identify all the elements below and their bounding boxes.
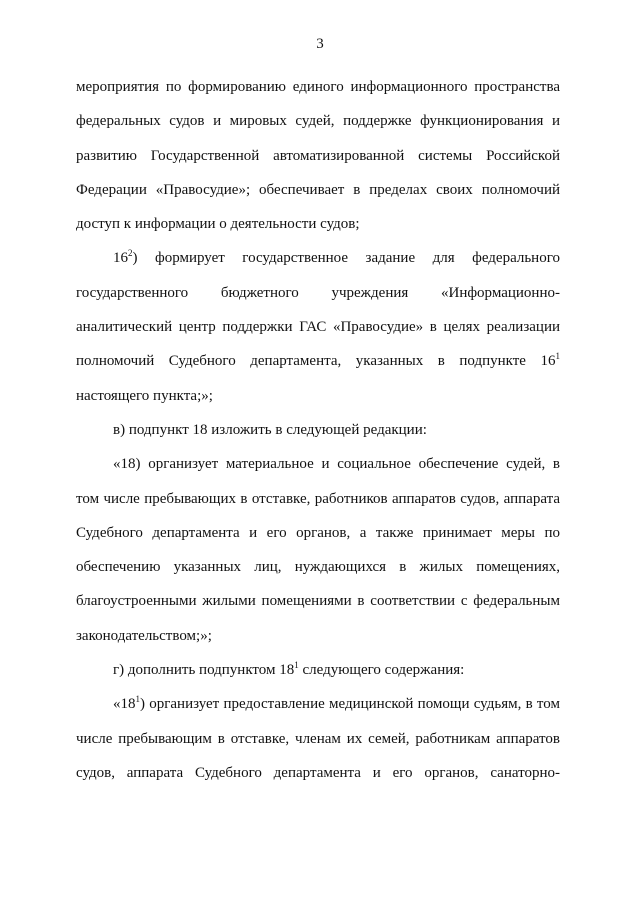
text-segment: ) организует предоставление медицинской помощи судьям, в том [140,696,560,713]
text-segment: государственного бюджетного учреждения «Информационно- [76,284,560,301]
text-line [76,516,560,550]
text-segment: благоустроенными жилыми помещениями в соответствии с федеральным [76,593,560,610]
text-segment: Федерации «Правосудие»; обеспечивает в пределах своих полномочий [76,181,560,198]
text-line [76,104,560,138]
text-line [76,207,560,241]
text-line [76,687,560,721]
document-body [76,70,560,790]
text-segment: следующего содержания: [298,662,465,679]
superscript: 1 [555,351,560,362]
text-line [76,241,560,275]
text-line [76,413,560,447]
text-line [76,653,560,687]
superscript: 2 [128,248,133,259]
text-line [76,276,560,310]
text-segment: мероприятия по формированию единого информационного пространства [76,79,560,95]
text-line [76,173,560,207]
text-line [76,482,560,516]
text-line [76,619,560,653]
text-segment: в) подпункт 18 изложить в следующей редакции: [113,421,427,438]
text-line [76,722,560,756]
text-segment: настоящего пункта;»; [76,387,213,404]
text-line [76,310,560,344]
text-line [76,584,560,618]
text-segment: доступ к информации о деятельности судов; [76,216,360,233]
superscript: 1 [294,660,299,671]
text-line [76,447,560,481]
text-segment: Судебного департамента и его органов, а также принимает меры по [76,524,560,541]
text-line [76,70,560,104]
text-segment: судов, аппарата Судебного департамента и его органов, санаторно- [76,764,560,781]
text-segment: развитию Государственной автоматизированной системы Российской [76,147,560,164]
text-segment: ) формирует государственное задание для федерального [132,250,560,267]
text-line [76,550,560,584]
text-segment: полномочий Судебного департамента, указанных в подпункте 16 [76,353,556,370]
text-segment: аналитический центр поддержки ГАС «Правосудие» в целях реализации [76,319,560,336]
text-segment: обеспечению указанных лиц, нуждающихся в жилых помещениях, [76,559,560,576]
text-line [76,344,560,378]
text-segment: г) дополнить подпунктом 18 [113,662,295,679]
text-segment: числе пребывающим в отставке, членам их семей, работникам аппаратов [76,730,560,747]
superscript: 1 [135,694,140,705]
text-segment: федеральных судов и мировых судей, поддержке функционирования и [76,113,560,130]
text-segment: «18 [113,696,136,713]
text-line [76,379,560,413]
text-line [76,139,560,173]
text-line [76,756,560,790]
text-segment: том числе пребывающих в отставке, работников аппаратов судов, аппарата [76,490,560,507]
page-number: 3 [316,36,324,52]
text-segment: «18) организует материальное и социальное обеспечение судей, в [113,456,560,473]
text-segment: законодательством;»; [76,627,212,644]
text-segment: 16 [113,250,128,267]
